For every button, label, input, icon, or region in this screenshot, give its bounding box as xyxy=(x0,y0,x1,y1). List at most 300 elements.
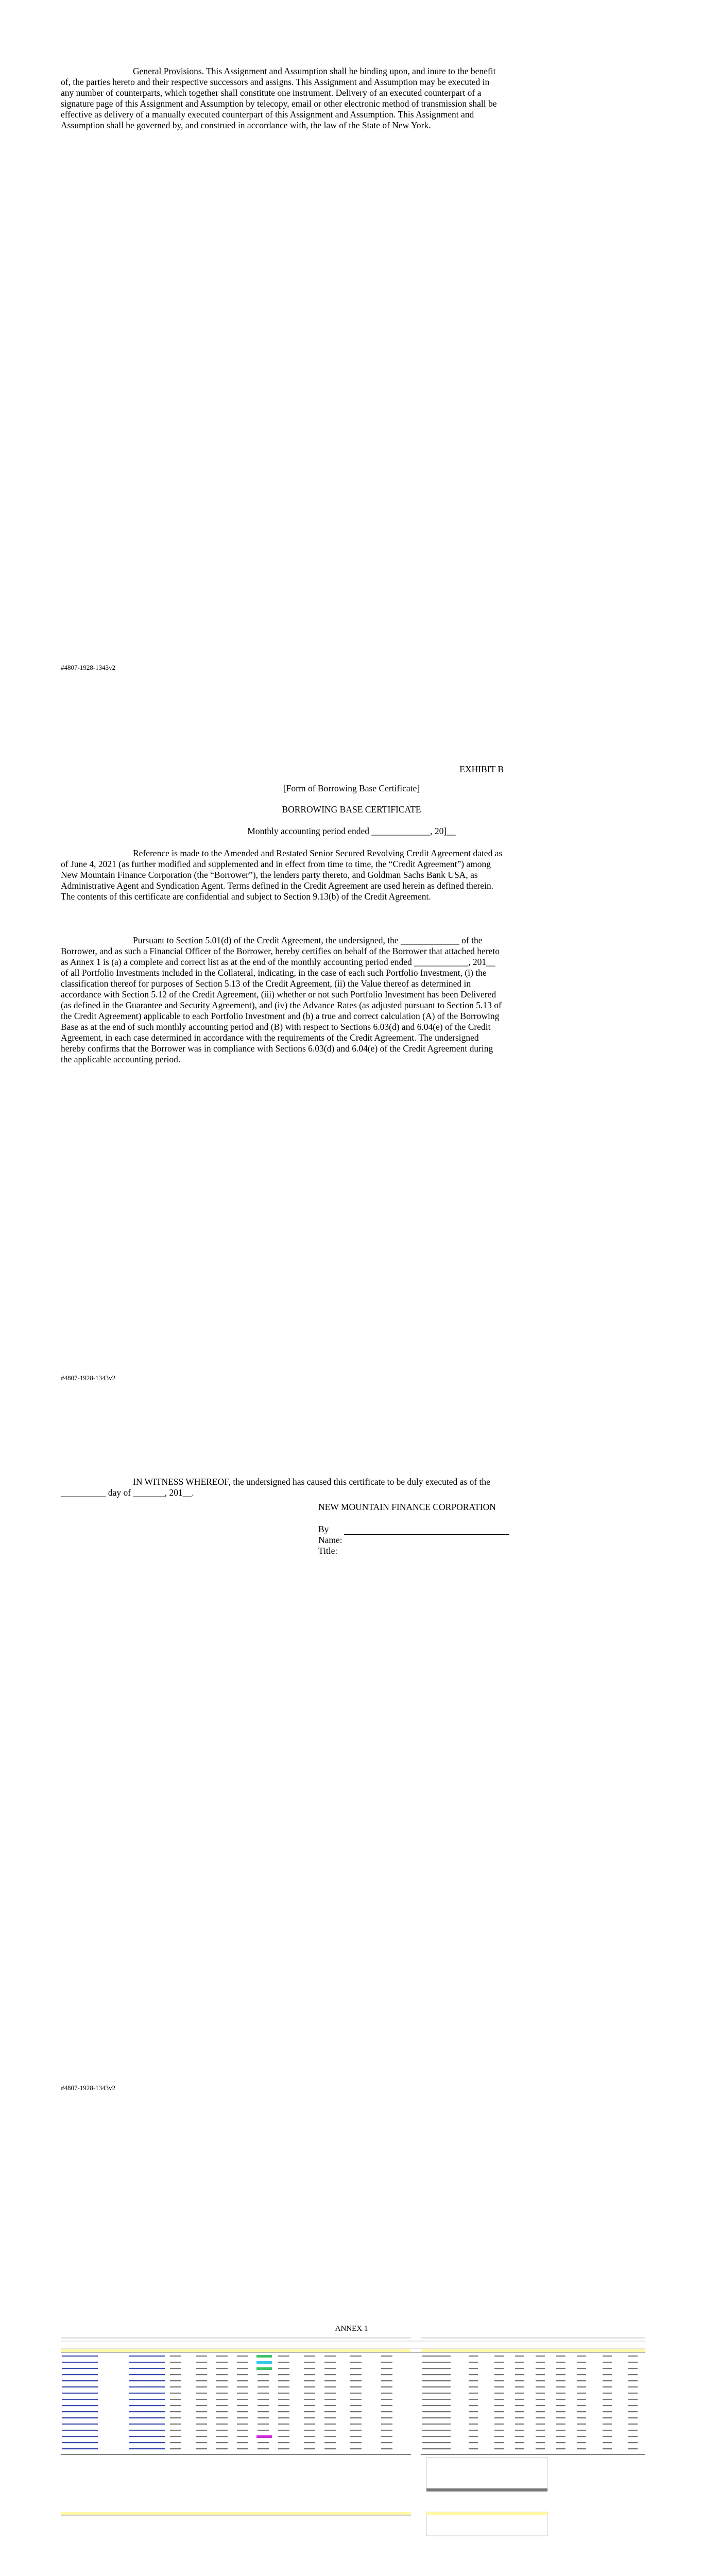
certification-paragraph xyxy=(61,935,504,1065)
annex-cell-mark xyxy=(422,2405,451,2406)
annex-cell-mark xyxy=(494,2436,504,2437)
annex-cell-mark xyxy=(536,2430,545,2431)
annex-cell-mark xyxy=(556,2424,565,2425)
annex-cell-mark xyxy=(350,2386,362,2387)
annex-cell-mark xyxy=(603,2405,612,2406)
annex-cell-mark xyxy=(237,2362,248,2363)
annex-cell-mark xyxy=(278,2386,289,2387)
annex-cell-mark xyxy=(304,2405,315,2406)
annex-cell-mark xyxy=(196,2448,207,2449)
annex-cell-mark xyxy=(556,2374,565,2375)
annex-cell-mark xyxy=(515,2355,524,2357)
annex-cell-mark xyxy=(556,2355,565,2357)
annex-cell-mark xyxy=(536,2405,545,2406)
annex-cell-mark xyxy=(556,2380,565,2381)
general-provisions-body: . This Assignment and Assumption shall be binding upon, and inure to the benefit of, the parties hereto and their respective successors and assigns. This Assignment and Assumption may be executed in any number of counterparts, which together shall constitute one instrument. Delivery of an executed counterpart of a signature page of this Assignment and Assumption by telecopy, email or other electronic method of transmission shall be effective as delivery of a manually executed counterpart of this Assignment and Assumption. This Assignment and Assumption shall be governed by, and construed in accordance with, the law of the State of New York. xyxy=(61,66,497,130)
annex-cell-mark xyxy=(304,2368,315,2369)
annex-cell-mark xyxy=(469,2374,478,2375)
annex-cell-mark xyxy=(577,2368,586,2369)
annex-cell-mark xyxy=(494,2380,504,2381)
annex-cell-mark xyxy=(237,2380,248,2381)
annex-cell-mark xyxy=(556,2362,565,2363)
annex-cell-mark xyxy=(62,2424,98,2425)
annex-cell-mark xyxy=(129,2355,165,2357)
annex-cell-mark xyxy=(216,2368,228,2369)
annex-cell-mark xyxy=(129,2442,165,2443)
annex-cell-mark xyxy=(258,2393,269,2394)
annex-cell-mark xyxy=(170,2362,181,2363)
annex-cell-mark xyxy=(603,2399,612,2400)
page-footer: #4807-1928-1343v2 xyxy=(61,664,116,671)
annex-cell-mark xyxy=(628,2424,638,2425)
annex-cell-mark xyxy=(628,2386,638,2387)
annex-cell-mark xyxy=(324,2380,336,2381)
annex-cell-mark xyxy=(628,2368,638,2369)
annex-cell-mark xyxy=(324,2368,336,2369)
annex-cell-mark xyxy=(129,2368,165,2369)
annex-cell-mark xyxy=(237,2436,248,2437)
annex-cell-mark xyxy=(556,2399,565,2400)
annex-title: ANNEX 1 xyxy=(335,2325,368,2333)
annex-cell-mark xyxy=(515,2380,524,2381)
annex-cell-mark xyxy=(278,2380,289,2381)
annex-cell-mark xyxy=(324,2355,336,2357)
annex-cell-mark xyxy=(304,2448,315,2449)
annex-cell-mark xyxy=(196,2424,207,2425)
annex-cell-mark xyxy=(603,2436,612,2437)
annex-cell-mark xyxy=(469,2430,478,2431)
annex-cell-mark xyxy=(62,2399,98,2400)
annex-cell-mark xyxy=(216,2393,228,2394)
annex-cell-mark xyxy=(129,2386,165,2387)
annex-cell-mark xyxy=(536,2368,545,2369)
annex-cell-mark xyxy=(628,2355,638,2357)
annex-cell-mark xyxy=(350,2442,362,2443)
annex-cell-mark xyxy=(494,2386,504,2387)
annex-cell-mark xyxy=(469,2355,478,2357)
reference-paragraph xyxy=(61,848,504,902)
annex-cell-mark xyxy=(422,2362,451,2363)
annex-cell-mark xyxy=(278,2448,289,2449)
annex-cell-mark xyxy=(258,2424,269,2425)
witness-paragraph xyxy=(61,1477,504,1498)
annex-cell-mark xyxy=(556,2386,565,2387)
annex-cell-mark xyxy=(469,2442,478,2443)
annex-cell-mark xyxy=(62,2368,98,2369)
annex-cell-mark xyxy=(494,2368,504,2369)
annex-cell-mark xyxy=(170,2442,181,2443)
annex-cell-mark xyxy=(494,2411,504,2412)
annex-cell-mark xyxy=(628,2430,638,2431)
annex-cell-mark xyxy=(129,2374,165,2375)
annex-cell-mark xyxy=(62,2448,98,2449)
annex-cell-mark xyxy=(324,2374,336,2375)
annex-cell-mark xyxy=(237,2374,248,2375)
general-provisions-heading: General Provisions xyxy=(133,66,202,76)
annex-cell-mark xyxy=(258,2399,269,2400)
annex-cell-mark xyxy=(628,2362,638,2363)
annex-cell-mark xyxy=(381,2430,392,2431)
annex-cell-mark xyxy=(577,2448,586,2449)
annex-cell-mark xyxy=(304,2386,315,2387)
annex-cell-mark xyxy=(577,2411,586,2412)
annex-cell-mark xyxy=(324,2436,336,2437)
annex-cell-mark xyxy=(304,2436,315,2437)
annex-cell-mark xyxy=(216,2386,228,2387)
annex-cell-mark xyxy=(216,2399,228,2400)
annex-cell-mark xyxy=(237,2417,248,2418)
annex-cell-mark xyxy=(628,2411,638,2412)
annex-cell-mark xyxy=(62,2442,98,2443)
annex-cell-mark xyxy=(469,2399,478,2400)
annex-cell-mark xyxy=(350,2448,362,2449)
annex-cell-mark xyxy=(62,2405,98,2406)
annex-cell-mark xyxy=(62,2374,98,2375)
annex-cell-mark xyxy=(196,2380,207,2381)
annex-cell-mark xyxy=(469,2393,478,2394)
annex-cell-mark xyxy=(469,2417,478,2418)
witness-text: IN WITNESS WHEREOF, the undersigned has caused this certificate to be duly executed as of the __________ day of _______, 201__. xyxy=(61,1477,490,1498)
annex-cell-mark xyxy=(62,2411,98,2412)
annex-cell-mark xyxy=(536,2393,545,2394)
annex-cell-mark xyxy=(469,2380,478,2381)
annex-cell-mark xyxy=(350,2368,362,2369)
annex-cell-mark xyxy=(258,2448,269,2449)
certification-paragraph-text: Pursuant to Section 5.01(d) of the Credit Agreement, the undersigned, the _____________ of the Borrower, and as such a Financial Officer of the Borrower, hereby certifies on behalf of the Borrower that attached hereto as Annex 1 is (a) a complete and correct list as at the end of the monthly accounting period ended ____________, 201__ of all Portfolio Investments included in the Collateral, indicating, in the case of each such Portfolio Investment, (i) the classification thereof for purposes of Section 5.13 of the Credit Agreement, (ii) the Value thereof as determined in accordance with Section 5.12 of the Credit Agreement, (iii) whether or not such Portfolio Investment has been Delivered (as defined in the Guarantee and Security Agreement), and (iv) the Advance Rates (as adjusted pursuant to Section 5.13 of the Credit Agreement) applicable to each Portfolio Investment and (b) a true and correct calculation (A) of the Borrowing Base as at the end of such monthly accounting period and (B) with respect to Sections 6.03(d) and 6.04(e) of the Credit Agreement, in each case determined in accordance with the requirements of the Credit Agreement. The undersigned hereby confirms that the Borrower was in compliance with Sections 6.03(d) and 6.04(e) of the Credit Agreement during the applicable accounting period. xyxy=(61,935,502,1064)
annex-cell-mark xyxy=(304,2399,315,2400)
annex-cell-mark xyxy=(304,2442,315,2443)
annex-highlight-mark xyxy=(256,2355,272,2358)
annex-cell-mark xyxy=(278,2374,289,2375)
annex-cell-mark xyxy=(129,2405,165,2406)
annex-cell-mark xyxy=(577,2399,586,2400)
annex-cell-mark xyxy=(216,2355,228,2357)
annex-cell-mark xyxy=(278,2405,289,2406)
annex-cell-mark xyxy=(170,2393,181,2394)
annex-cell-mark xyxy=(62,2393,98,2394)
annex-cell-mark xyxy=(129,2380,165,2381)
annex-cell-mark xyxy=(381,2405,392,2406)
page-footer: #4807-1928-1343v2 xyxy=(61,2084,116,2092)
annex-cell-mark xyxy=(278,2362,289,2363)
annex-cell-mark xyxy=(278,2424,289,2425)
annex-cell-mark xyxy=(381,2374,392,2375)
annex-cell-mark xyxy=(536,2386,545,2387)
annex-cell-mark xyxy=(628,2417,638,2418)
annex-cell-mark xyxy=(196,2405,207,2406)
annex-highlight-mark xyxy=(256,2435,272,2438)
annex-cell-mark xyxy=(469,2424,478,2425)
annex-cell-mark xyxy=(278,2393,289,2394)
annex-cell-mark xyxy=(515,2386,524,2387)
annex-cell-mark xyxy=(422,2374,451,2375)
annex-cell-mark xyxy=(603,2393,612,2394)
annex-cell-mark xyxy=(129,2362,165,2363)
annex-cell-mark xyxy=(494,2424,504,2425)
annex-cell-mark xyxy=(324,2424,336,2425)
annex-cell-mark xyxy=(603,2368,612,2369)
annex-cell-mark xyxy=(603,2386,612,2387)
exhibit-label: EXHIBIT B xyxy=(459,764,504,774)
annex-cell-mark xyxy=(469,2411,478,2412)
annex-cell-mark xyxy=(494,2399,504,2400)
annex-cell-mark xyxy=(381,2417,392,2418)
annex-cell-mark xyxy=(216,2380,228,2381)
annex-cell-mark xyxy=(556,2368,565,2369)
annex-cell-mark xyxy=(258,2386,269,2387)
annex-cell-mark xyxy=(304,2424,315,2425)
annex-cell-mark xyxy=(170,2430,181,2431)
annex-cell-mark xyxy=(350,2424,362,2425)
annex-cell-mark xyxy=(381,2442,392,2443)
annex-highlight-mark xyxy=(256,2367,272,2370)
annex-cell-mark xyxy=(577,2417,586,2418)
annex-cell-mark xyxy=(129,2393,165,2394)
annex-cell-mark xyxy=(196,2430,207,2431)
annex-cell-mark xyxy=(536,2411,545,2412)
annex-cell-mark xyxy=(628,2399,638,2400)
annex-cell-mark xyxy=(62,2436,98,2437)
annex-cell-mark xyxy=(577,2442,586,2443)
annex-table-graphic xyxy=(61,2334,645,2550)
annex-cell-mark xyxy=(422,2386,451,2387)
annex-cell-mark xyxy=(350,2436,362,2437)
annex-cell-mark xyxy=(62,2362,98,2363)
annex-cell-mark xyxy=(278,2436,289,2437)
annex-cell-mark xyxy=(422,2393,451,2394)
annex-cell-mark xyxy=(556,2430,565,2431)
annex-cell-mark xyxy=(258,2374,269,2375)
annex-cell-mark xyxy=(216,2442,228,2443)
annex-cell-mark xyxy=(515,2442,524,2443)
annex-cell-mark xyxy=(515,2417,524,2418)
annex-cell-mark xyxy=(603,2430,612,2431)
annex-cell-mark xyxy=(515,2424,524,2425)
annex-cell-mark xyxy=(494,2405,504,2406)
annex-cell-mark xyxy=(216,2362,228,2363)
annex-cell-mark xyxy=(350,2355,362,2357)
annex-cell-mark xyxy=(577,2436,586,2437)
annex-cell-mark xyxy=(556,2393,565,2394)
annex-cell-mark xyxy=(216,2405,228,2406)
annex-cell-mark xyxy=(556,2448,565,2449)
annex-cell-mark xyxy=(278,2417,289,2418)
annex-cell-mark xyxy=(129,2424,165,2425)
annex-cell-mark xyxy=(515,2411,524,2412)
annex-cell-mark xyxy=(350,2411,362,2412)
annex-cell-mark xyxy=(170,2436,181,2437)
annex-cell-mark xyxy=(129,2430,165,2431)
annex-cell-mark xyxy=(577,2393,586,2394)
annex-cell-mark xyxy=(469,2362,478,2363)
annex-cell-mark xyxy=(196,2442,207,2443)
annex-cell-mark xyxy=(129,2436,165,2437)
annex-cell-mark xyxy=(278,2355,289,2357)
annex-highlight-mark xyxy=(256,2361,272,2364)
annex-cell-mark xyxy=(469,2368,478,2369)
annex-cell-mark xyxy=(515,2368,524,2369)
by-label: By xyxy=(318,1524,329,1534)
annex-cell-mark xyxy=(278,2399,289,2400)
annex-cell-mark xyxy=(494,2430,504,2431)
annex-cell-mark xyxy=(536,2355,545,2357)
annex-cell-mark xyxy=(324,2430,336,2431)
annex-cell-mark xyxy=(237,2405,248,2406)
annex-cell-mark xyxy=(304,2411,315,2412)
annex-cell-mark xyxy=(196,2436,207,2437)
annex-cell-mark xyxy=(628,2436,638,2437)
annex-cell-mark xyxy=(556,2411,565,2412)
annex-cell-mark xyxy=(350,2393,362,2394)
annex-cell-mark xyxy=(170,2424,181,2425)
annex-cell-mark xyxy=(577,2430,586,2431)
annex-cell-mark xyxy=(170,2448,181,2449)
annex-cell-mark xyxy=(422,2424,451,2425)
form-title: [Form of Borrowing Base Certificate] xyxy=(283,783,420,793)
annex-cell-mark xyxy=(628,2442,638,2443)
annex-cell-mark xyxy=(237,2430,248,2431)
annex-cell-mark xyxy=(381,2448,392,2449)
annex-cell-mark xyxy=(62,2380,98,2381)
annex-cell-mark xyxy=(628,2380,638,2381)
annex-cell-mark xyxy=(422,2442,451,2443)
annex-cell-mark xyxy=(196,2386,207,2387)
annex-cell-mark xyxy=(628,2393,638,2394)
annex-cell-mark xyxy=(536,2424,545,2425)
annex-cell-mark xyxy=(577,2362,586,2363)
annex-cell-mark xyxy=(196,2399,207,2400)
annex-cell-mark xyxy=(494,2355,504,2357)
annex-cell-mark xyxy=(216,2374,228,2375)
annex-cell-mark xyxy=(324,2399,336,2400)
annex-cell-mark xyxy=(258,2405,269,2406)
general-provisions-paragraph xyxy=(61,66,504,131)
annex-cell-mark xyxy=(216,2448,228,2449)
annex-cell-mark xyxy=(603,2362,612,2363)
annex-cell-mark xyxy=(603,2442,612,2443)
annex-cell-mark xyxy=(536,2436,545,2437)
annex-cell-mark xyxy=(237,2355,248,2357)
annex-cell-mark xyxy=(577,2355,586,2357)
annex-cell-mark xyxy=(381,2380,392,2381)
annex-cell-mark xyxy=(381,2386,392,2387)
annex-cell-mark xyxy=(62,2355,98,2357)
annex-cell-mark xyxy=(381,2436,392,2437)
annex-cell-mark xyxy=(494,2417,504,2418)
annex-cell-mark xyxy=(324,2393,336,2394)
annex-cell-mark xyxy=(237,2399,248,2400)
annex-cell-mark xyxy=(422,2355,451,2357)
annex-cell-mark xyxy=(350,2399,362,2400)
annex-cell-mark xyxy=(304,2430,315,2431)
annex-cell-mark xyxy=(129,2399,165,2400)
annex-cell-mark xyxy=(494,2362,504,2363)
annex-cell-mark xyxy=(422,2399,451,2400)
annex-cell-mark xyxy=(196,2411,207,2412)
annex-cell-mark xyxy=(628,2374,638,2375)
annex-cell-mark xyxy=(324,2405,336,2406)
annex-cell-mark xyxy=(515,2362,524,2363)
title-label: Title: xyxy=(318,1546,338,1556)
annex-cell-mark xyxy=(577,2424,586,2425)
company-name: NEW MOUNTAIN FINANCE CORPORATION xyxy=(318,1502,496,1512)
annex-cell-mark xyxy=(304,2374,315,2375)
annex-cell-mark xyxy=(324,2411,336,2412)
annex-cell-mark xyxy=(216,2436,228,2437)
annex-cell-mark xyxy=(381,2411,392,2412)
signature-by-row xyxy=(318,1524,509,1535)
annex-cell-mark xyxy=(324,2417,336,2418)
annex-cell-mark xyxy=(196,2374,207,2375)
annex-cell-mark xyxy=(494,2442,504,2443)
annex-cell-mark xyxy=(170,2417,181,2418)
annex-cell-mark xyxy=(422,2430,451,2431)
annex-cell-mark xyxy=(469,2436,478,2437)
annex-cell-mark xyxy=(536,2399,545,2400)
annex-cell-mark xyxy=(216,2411,228,2412)
page-footer: #4807-1928-1343v2 xyxy=(61,1374,116,1382)
annex-cell-mark xyxy=(350,2362,362,2363)
annex-cell-mark xyxy=(170,2399,181,2400)
annex-cell-mark xyxy=(536,2417,545,2418)
annex-cell-mark xyxy=(469,2405,478,2406)
annex-cell-mark xyxy=(603,2424,612,2425)
annex-cell-mark xyxy=(577,2405,586,2406)
annex-cell-mark xyxy=(577,2380,586,2381)
annex-cell-mark xyxy=(278,2430,289,2431)
annex-cell-mark xyxy=(469,2448,478,2449)
annex-cell-mark xyxy=(62,2430,98,2431)
annex-cell-mark xyxy=(515,2405,524,2406)
annex-cell-mark xyxy=(258,2411,269,2412)
annex-cell-mark xyxy=(196,2355,207,2357)
annex-cell-mark xyxy=(196,2417,207,2418)
annex-cell-mark xyxy=(278,2442,289,2443)
certificate-title: BORROWING BASE CERTIFICATE xyxy=(282,804,421,815)
annex-cell-mark xyxy=(278,2411,289,2412)
annex-cell-mark xyxy=(381,2399,392,2400)
annex-cell-mark xyxy=(494,2393,504,2394)
annex-cell-mark xyxy=(304,2362,315,2363)
annex-cell-mark xyxy=(536,2448,545,2449)
annex-cell-mark xyxy=(129,2448,165,2449)
annex-cell-mark xyxy=(170,2405,181,2406)
annex-cell-mark xyxy=(196,2368,207,2369)
annex-cell-mark xyxy=(170,2368,181,2369)
annex-cell-mark xyxy=(577,2386,586,2387)
annex-cell-mark xyxy=(350,2430,362,2431)
annex-cell-mark xyxy=(324,2442,336,2443)
annex-cell-mark xyxy=(350,2374,362,2375)
annex-cell-mark xyxy=(536,2362,545,2363)
annex-cell-mark xyxy=(304,2380,315,2381)
annex-cell-mark xyxy=(237,2393,248,2394)
annex-cell-mark xyxy=(603,2411,612,2412)
annex-cell-mark xyxy=(603,2374,612,2375)
annex-cell-mark xyxy=(350,2405,362,2406)
annex-cell-mark xyxy=(381,2393,392,2394)
annex-cell-mark xyxy=(556,2436,565,2437)
annex-cell-mark xyxy=(536,2374,545,2375)
annex-cell-mark xyxy=(515,2430,524,2431)
annex-cell-mark xyxy=(422,2368,451,2369)
annex-cell-mark xyxy=(350,2417,362,2418)
annex-cell-mark xyxy=(170,2386,181,2387)
annex-cell-mark xyxy=(422,2411,451,2412)
signature-line xyxy=(344,1527,509,1535)
annex-cell-mark xyxy=(216,2417,228,2418)
annex-cell-mark xyxy=(422,2448,451,2449)
